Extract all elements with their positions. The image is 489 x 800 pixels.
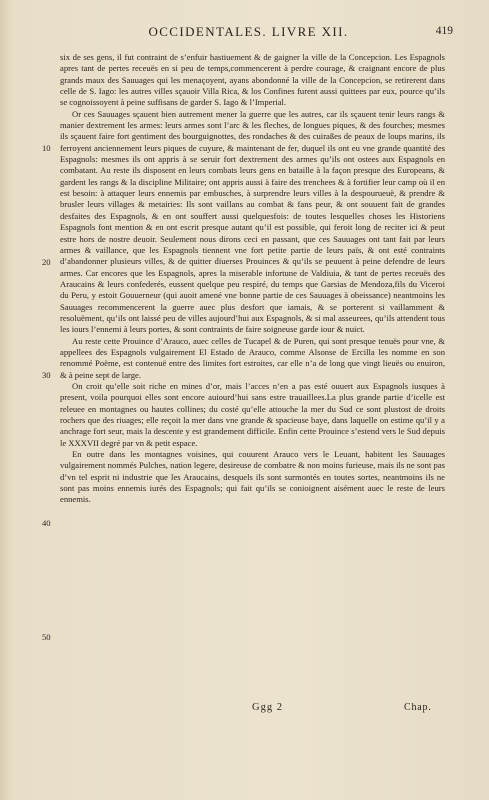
line-number: 50	[42, 632, 51, 642]
paragraph: On croit qu’elle soit riche en mines d’or, mais l’acces n’en a pas esté ouuert aux Espagnols iusques à present, voila pourquoi elles sont encore auiourd’hui sans estre trauaillees.La plus grande partie d’icelle est releuee en montagnes ou hautes collines; du costé qu’elle attouche la mer du Sud ce sont plustost de droits rochers que des riuages; elle reçoit la mer dans vne grande & spacieuse baye, dans laquelle on estime qu’il y a anchrage fort seur, mais la descente y est grandement difficile. Enfin cette Prouince s’estend vers le Sud depuis le XXXVII degré par vn & petit espace.	[60, 380, 445, 448]
paragraph: Au reste cette Prouince d’Arauco, auec celles de Tucapel & de Puren, qui sont presque tenuës pour vne, & appellees des Espagnols vulgairement El Estado de Arauco, comme Alsonse de Ercilla les nomme en son renommé Poëme, est contenuë entre des limites fort estroites, car elle n’a de long que vingt lieuës ou enuiron, & à peine sept de large.	[60, 335, 445, 380]
line-number: 40	[42, 518, 51, 528]
paragraph: Or ces Sauuages sçauent bien autrement mener la guerre que les autres, car ils sçauent tenir leurs rangs & manier dextrement les armes: leurs armes sont l’arc & les fleches, de longues piques, & des fourches; mesmes ils sçauent faire fort gentiment des bourguignottes, des rondaches & des cuiraßes de peaux de loups marins, ils ferroyent anciennement leurs piques de cuyure, & maintenant de fer, duquel ils ont eu vne grande quantité des Espagnols: mesmes ils ont appris à se seruir fort dextrement des armes qu’ils ont ostees aux Espagnols en combatant. Au reste ils disposent en leurs combats leurs gens en bataille à la façon presque des Europeans, & gardent les rangs & la discipline Militaire; ont appris aussi à faire des trenchees & à fortifier leur camp où il en est besoin: à attaquer leurs ennemis par embusches, à surprendre leurs villes à la despourueuë, & prendre & brusler leurs villages & metairies: Ils sont vaillans au combat & fans peur, & ont souuent fait de grandes desfaites des Espagnols, & en ont souffert aussi quelquesfois: de toutes lesquelles choses les Historiens Espagnols font mention & en ont escrit presque autant qu’il est possible, qui feroit long de reciter ici & peut estre hors de nostre deuoir. Seulement nous dirons ceci en passant, que ces Sauuages ont tant fait par leurs armes & vaillance, que les Espagnols tiennent vne fort petite partie de leurs païs, & ont esté contraints d’abandonner plusieurs villes, & de quitter diuerses Prouinces & qu’ils se peuuent à peine defendre de leurs armes. Car encores que les Espagnols, apres la miserable infortune de Valdiuia, & tant de pertes receuës des Araucains & leurs confederés, eussent quelque peu respiré, du temps que Garsias de Mendoza,fils du Viceroi du Peru, y estoit Gouuerneur (qui auoit amené vne bonne partie de ces Sauuages à obeissance) neantmoins les Sauuages recommencerent la guerre auec plus desfort que iamais, & se porterent si vaillamment & resoluëment, qu’ils ont laissé peu de villes aujourd’hui aux Espagnols, & si mal asseurees, qu’ils attendent tous les iours l’ennemi à leurs portes, & sont contraints de faire soigneuse garde iour & nuict.	[60, 108, 445, 335]
signature-mark: Ggg 2	[252, 702, 283, 713]
paragraph: six de ses gens, il fut contraint de s’enfuir hastiuement & de gaigner la ville de la Concepcion. Les Espagnols apres tant de pertes receuës en si peu de temps,commencerent à perdre courage, & craignant encore de plus grands maux des Sauuages qui les menaçoyent, ayans abondonné la ville de la Concepcion, se retirerent dans celle de S. Iago: les autres villes sçauoir Villa Rica, & los Confines furent aussi quittees par eux, pource qu’ils se cognoissoyent à peine suffisans de garder S. Iago & l’Imperial.	[60, 52, 445, 108]
paragraph: En outre dans les montagnes voisines, qui couurent Arauco vers le Leuant, habitent les Sauuages vulgairement nommés Pulches, nation legere, desireuse de combatre & non moins furieuse, mais ils ne sont pas d’vn tel esprit ni industrie que les Araucains, desquels ils sont surmontés en toutes sortes, neantmoins ils ne sont pas moins ennemis iurés des Espagnols; qui fait qu’ils se conioignent aisément auec le reste de leurs ennemis.	[60, 449, 445, 505]
line-number: 10	[42, 143, 51, 153]
page-footer	[0, 702, 489, 718]
line-number: 30	[42, 370, 51, 380]
running-title: OCCIDENTALES. LIVRE XII.	[148, 24, 349, 39]
body-text	[60, 52, 445, 506]
catchword: Chap.	[404, 702, 432, 713]
page-header	[84, 24, 453, 44]
line-number: 20	[42, 257, 51, 267]
page-number: 419	[435, 25, 453, 37]
